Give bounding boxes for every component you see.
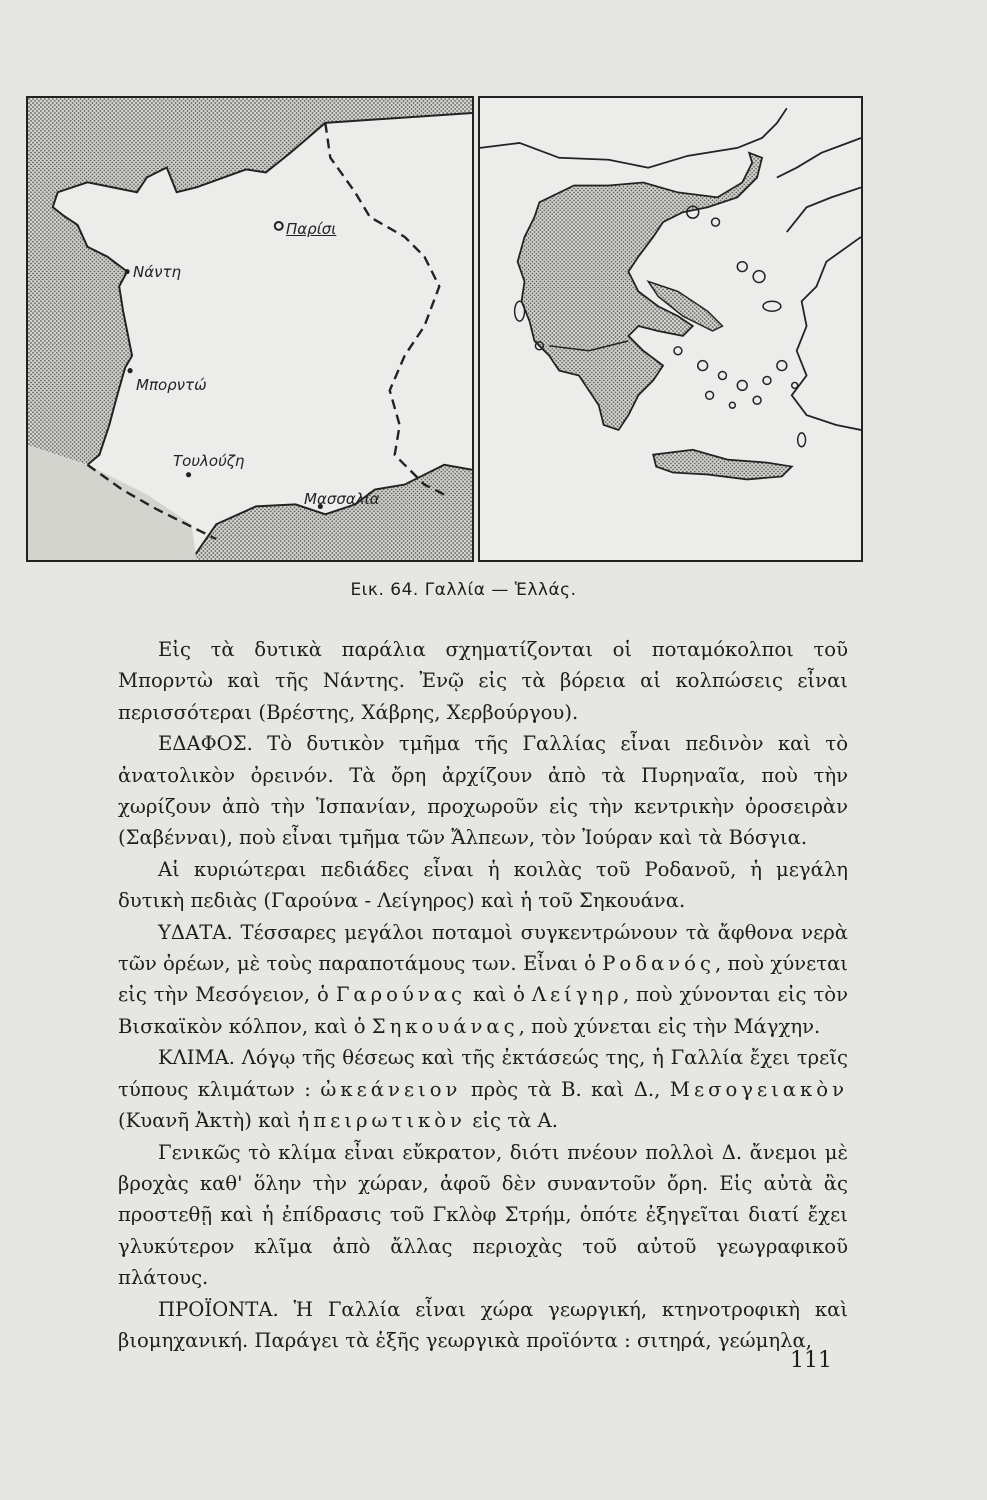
waters-text-4: , ποὺ χύνονται εἰς τὸν Βισκαϊκὸν κόλπον, καὶ ὁ [118, 983, 848, 1038]
channel-sea [28, 98, 472, 207]
climate-mediterranean: Μεσογειακὸν [669, 1077, 848, 1101]
asia-minor-coast [792, 237, 861, 430]
greece-mainland [518, 153, 762, 430]
river-rhone: Ροδανός [602, 952, 715, 976]
waters-text-5: , ποὺ χύνεται εἰς τὴν Μάγχην. [518, 1014, 821, 1038]
nantes-marker [125, 269, 130, 274]
northern-border-1 [480, 108, 787, 167]
body-text [118, 634, 848, 1356]
crete [653, 450, 792, 480]
climate-text-3: (Κυανῆ Ἀκτὴ) καὶ [118, 1109, 298, 1133]
terrain-text: Τὸ δυτικὸν τμῆμα τῆς Γαλλίας εἶναι πεδινὸν καὶ τὸ ἀνατολικὸν ὀρεινόν. Τὰ ὄρη ἀρχίζουν ἀπὸ τὰ Πυρηναῖα, ποὺ τὴν χωρίζουν ἀπὸ τὴν Ἱσπανίαν, προχωροῦν εἰς τὴν κεντρικὴν ὀροσειρὰν (Σαβένναι), ποὺ εἶναι τμῆμα τῶν Ἄλπεων, τὸν Ἰούραν καὶ τὰ Βόσγια. [118, 732, 848, 850]
river-garonne: Γαρούνας [335, 983, 466, 1007]
atlantic-ocean [28, 207, 132, 465]
waters-text-1: Τέσσαρες μεγάλοι ποταμοὶ συγκεντρώνουν τὰ ἄφθονα νερὰ τῶν ὀρέων, μὲ τοὺς παραποτάμους των. Εἶναι ὁ [118, 920, 848, 976]
waters-text-3: καὶ ὁ [466, 983, 532, 1007]
france-map-drawing [28, 98, 472, 560]
paragraph-climate-general [118, 1137, 848, 1294]
climate-general-text: Γενικῶς τὸ κλίμα εἶναι εὔκρατον, διότι πνέουν πολλοὶ Δ. ἄνεμοι μὲ βροχὰς καθ' ὅλην τὴν χώραν, ἀφοῦ δὲν συναντοῦν ὄρη. Εἰς αὐτὰ ἂς προστεθῇ καὶ ἡ ἐπίδρασις τοῦ Γκλὸφ Στρήμ, ὁπότε ἐξηγεῖται διατί ἔχει γλυκύτερον κλῖμα ἀπὸ ἄλλας περιοχὰς τοῦ αὐτοῦ γεωγραφικοῦ πλάτους. [118, 1140, 848, 1290]
terrain-heading: ΕΔΑΦΟΣ. [158, 732, 253, 756]
spain-area [28, 445, 196, 560]
river-seine: Σηκουάνας [371, 1014, 519, 1038]
label-bordeaux: Μπορντώ [136, 376, 207, 394]
toulouse-marker [186, 472, 191, 477]
eastern-border [325, 123, 444, 495]
climate-heading: ΚΛΙΜΑ. [158, 1046, 235, 1070]
paragraph-plains [118, 854, 848, 917]
climate-text-4: εἰς τὰ Α. [465, 1109, 558, 1133]
paragraph-1-text: Εἰς τὰ δυτικὰ παράλια σχηματίζονται οἱ ποταμόκολποι τοῦ Μπορντὼ καὶ τῆς Νάντης. Ἐνῷ εἰς τὰ βόρεια αἱ κολπώσεις εἶναι περισσότεραι (Βρέστης, Χάβρης, Χερβούργου). [118, 638, 848, 724]
northern-border-3 [787, 187, 861, 232]
climate-text-2: πρὸς τὰ Β. καὶ Δ., [461, 1077, 670, 1101]
greece-map-drawing [480, 98, 861, 560]
climate-oceanic: ὠκεάνειον [320, 1077, 462, 1101]
paragraph-products [118, 1294, 848, 1357]
map-greece [478, 96, 863, 562]
paragraph-terrain [118, 728, 848, 854]
paragraph-climate [118, 1042, 848, 1136]
page-number: 111 [790, 1348, 832, 1373]
figure-caption [0, 580, 987, 600]
river-loire: Λείγηρ [531, 983, 623, 1007]
label-nantes: Νάντη [133, 263, 182, 281]
plains-text: Αἱ κυριώτεραι πεδιάδες εἶναι ἡ κοιλὰς τοῦ Ροδανοῦ, ἡ μεγάλη δυτικὴ πεδιὰς (Γαρούνα - Λείγηρος) καὶ ἡ τοῦ Σηκουάνα. [118, 857, 848, 913]
climate-text-1: Λόγῳ τῆς θέσεως καὶ τῆς ἐκτάσεώς της, ἡ Γαλλία ἔχει τρεῖς τύπους κλιμάτων : [118, 1046, 848, 1101]
label-marseille: Μασσαλία [304, 490, 380, 508]
waters-text-2: , ποὺ χύνεται εἰς τὴν Μεσόγειον, ὁ [118, 952, 848, 1007]
label-paris: Παρίσι [286, 220, 337, 238]
paragraph-1 [118, 634, 848, 728]
products-text: Ἡ Γαλλία εἶναι χώρα γεωργική, κτηνοτροφικὴ καὶ βιομηχανική. Παράγει τὰ ἑξῆς γεωργικὰ προϊόντα : σιτηρά, γεώμηλα, [118, 1297, 848, 1352]
paris-marker [275, 222, 283, 230]
northern-border-2 [777, 138, 861, 178]
figure-caption-text: Εικ. 64. Γαλλία — Ἑλλάς. [350, 580, 577, 600]
figure-maps [26, 96, 863, 562]
bordeaux-marker [128, 368, 133, 373]
paragraph-waters [118, 917, 848, 1043]
products-heading: ΠΡΟΪΟΝΤΑ. [158, 1297, 279, 1321]
map-france [26, 96, 474, 562]
waters-heading: ΥΔΑΤΑ. [158, 920, 233, 944]
climate-continental: ἠπειρωτικὸν [297, 1109, 466, 1133]
label-toulouse: Τουλούζη [173, 452, 245, 470]
